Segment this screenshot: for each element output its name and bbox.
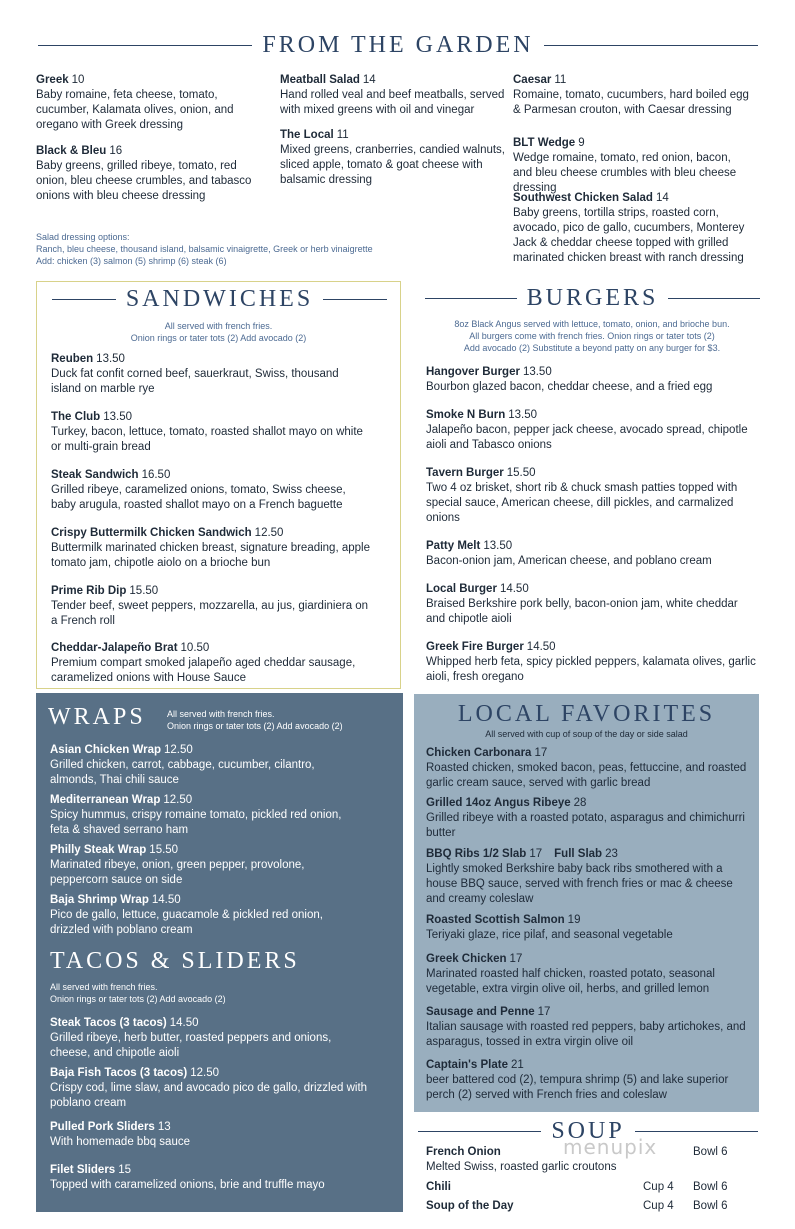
- item-name: Southwest Chicken Salad: [513, 192, 653, 204]
- item-name: Reuben: [51, 353, 94, 365]
- sandwiches-title: SANDWICHES: [125, 286, 314, 312]
- menu-item: [426, 539, 756, 569]
- menu-item: [513, 136, 753, 196]
- item-desc: With homemade bbq sauce: [50, 1136, 190, 1148]
- item-price: 15.50: [149, 844, 179, 856]
- menu-item: [36, 144, 271, 204]
- dressing-note-line: Add: chicken (3) salmon (5) shrimp (6) steak (6): [36, 256, 227, 266]
- item-desc: Teriyaki glaze, rice pilaf, and seasonal vegetable: [426, 929, 673, 941]
- item-price: 28: [573, 797, 587, 809]
- item-name: Greek: [36, 74, 69, 86]
- item-desc: Crispy cod, lime slaw, and avocado pico de gallo, drizzled with poblano cream: [50, 1082, 368, 1109]
- burgers-heading: [425, 285, 760, 312]
- burgers-title: BURGERS: [526, 285, 659, 311]
- menu-item: [513, 73, 753, 118]
- item-desc: Wedge romaine, tomato, red onion, bacon, and bleu cheese crumbles with bleu cheese dressing: [513, 152, 737, 194]
- note-line: Add avocado (2) Substitute a beyond patty on any burger for $3.: [463, 343, 721, 353]
- item-desc: Baby greens, grilled ribeye, tomato, red onion, bleu cheese crumbles, and tabasco onions with bleu cheese dressing: [36, 160, 252, 202]
- menu-item: [426, 365, 756, 395]
- item-desc: Baby romaine, feta cheese, tomato, cucumber, Kalamata olives, onion, and oregano with Greek dressing: [36, 89, 234, 131]
- item-name: Filet Sliders: [50, 1164, 116, 1176]
- item-desc: Baby greens, tortilla strips, roasted corn, avocado, pico de gallo, cucumbers, Monterey Jack & cheddar cheese topped with grilled marinated chicken breast with ranch dressing: [513, 207, 745, 264]
- watermark-logo: menupix: [563, 1135, 658, 1159]
- soup-cup: Cup 4: [643, 1200, 674, 1212]
- menu-item: [51, 584, 371, 629]
- tacos-title: TACOS & SLIDERS: [50, 948, 300, 974]
- menu-item: [426, 796, 751, 841]
- burgers-note: [418, 318, 766, 354]
- menu-item: [50, 743, 360, 788]
- sandwiches-note: [46, 320, 391, 344]
- note-line: Onion rings or tater tots (2) Add avocado (2): [167, 721, 343, 731]
- item-desc: Braised Berkshire pork belly, bacon-onion jam, white cheddar and chipotle aioli: [426, 598, 738, 625]
- garden-title: FROM THE GARDEN: [262, 32, 534, 58]
- item-desc: Mixed greens, cranberries, candied walnuts, sliced apple, tomato & goat cheese with balsamic dressing: [280, 144, 506, 186]
- item-desc: Spicy hummus, crispy romaine tomato, pickled red onion, feta & shaved serrano ham: [50, 809, 342, 836]
- menu-item: [513, 191, 753, 266]
- item-price: 11: [336, 129, 349, 141]
- menu-item: [426, 582, 756, 627]
- item-name: BLT Wedge: [513, 137, 576, 149]
- item-price: 19: [567, 914, 581, 926]
- item-price-secondary: 23: [605, 848, 618, 860]
- soup-row: [426, 1180, 746, 1195]
- item-desc: Marinated ribeye, onion, green pepper, provolone, peppercorn sauce on side: [50, 859, 305, 886]
- menu-item: [36, 73, 271, 133]
- item-name: Baja Fish Tacos (3 tacos): [50, 1067, 188, 1079]
- item-desc: Two 4 oz brisket, short rib & chuck smash patties topped with special sauce, American cheese, dill pickles, and carmalized onions: [426, 482, 738, 524]
- menu-item: [426, 1005, 751, 1050]
- item-desc: Hand rolled veal and beef meatballs, served with mixed greens with oil and vinegar: [280, 89, 505, 116]
- menu-item: [51, 352, 371, 397]
- item-price: 13.50: [522, 366, 552, 378]
- note-line: All served with french fries.: [50, 982, 158, 992]
- item-price: 15: [118, 1164, 131, 1176]
- item-desc: Whipped herb feta, spicy pickled peppers, kalamata olives, garlic aioli, fresh oregano: [426, 656, 756, 683]
- item-name: Asian Chicken Wrap: [50, 744, 161, 756]
- item-name: Mediterranean Wrap: [50, 794, 161, 806]
- item-price: 10.50: [180, 642, 210, 654]
- heading-rule: [323, 299, 387, 300]
- item-desc: Premium compart smoked jalapeño aged cheddar sausage, caramelized onions with House Sauce: [51, 657, 356, 684]
- item-price: 13.50: [483, 540, 513, 552]
- local-title: LOCAL FAVORITES: [457, 701, 716, 727]
- item-price: 15.50: [129, 585, 159, 597]
- item-desc: Grilled chicken, carrot, cabbage, cucumber, cilantro, almonds, Thai chili sauce: [50, 759, 315, 786]
- item-price: 14.50: [499, 583, 529, 595]
- menu-item: [51, 641, 371, 686]
- local-favorites-panel: [414, 694, 759, 1112]
- soup-bowl: Bowl 6: [693, 1146, 728, 1158]
- note-line: All served with french fries.: [167, 709, 275, 719]
- menu-item: [426, 913, 751, 943]
- menu-item: [51, 468, 371, 513]
- soup-title: SOUP: [551, 1118, 625, 1144]
- menu-item: [50, 793, 360, 838]
- item-desc: Lightly smoked Berkshire baby back ribs smothered with a house BBQ sauce, served with french fries or mac & cheese and creamy coleslaw: [426, 863, 733, 905]
- item-name: Cheddar-Jalapeño Brat: [51, 642, 178, 654]
- item-price: 17: [529, 848, 543, 860]
- item-price: 21: [510, 1059, 524, 1071]
- heading-rule: [668, 298, 760, 299]
- item-price: 12.50: [164, 744, 193, 756]
- menu-item: [51, 526, 371, 571]
- item-name: Captain's Plate: [426, 1059, 508, 1071]
- item-name: Prime Rib Dip: [51, 585, 127, 597]
- soup-name: Chili: [426, 1181, 451, 1193]
- menu-item: [426, 847, 751, 907]
- item-desc: Bourbon glazed bacon, cheddar cheese, and a fried egg: [426, 381, 713, 393]
- item-desc: Romaine, tomato, cucumbers, hard boiled egg & Parmesan crouton, with Caesar dressing: [513, 89, 749, 116]
- menu-item: [280, 73, 505, 118]
- menu-item: [426, 746, 751, 791]
- wraps-note: [167, 708, 397, 732]
- item-name: Chicken Carbonara: [426, 747, 532, 759]
- item-desc: Grilled ribeye, herb butter, roasted peppers and onions, cheese, and chipotle aioli: [50, 1032, 332, 1059]
- item-desc: Tender beef, sweet peppers, mozzarella, au jus, giardiniera on a French roll: [51, 600, 369, 627]
- item-name: Black & Bleu: [36, 145, 107, 157]
- item-price: 17: [537, 1006, 551, 1018]
- dressing-note-line: Ranch, bleu cheese, thousand island, balsamic vinaigrette, Greek or herb vinaigrette: [36, 244, 373, 254]
- item-price: 14.50: [151, 894, 181, 906]
- menu-item: [426, 640, 756, 685]
- item-desc: Duck fat confit corned beef, sauerkraut, Swiss, thousand island on marble rye: [51, 368, 339, 395]
- wraps-title: WRAPS: [48, 704, 146, 730]
- item-price: 12.50: [254, 527, 284, 539]
- menu-item: [280, 128, 505, 188]
- item-name: Roasted Scottish Salmon: [426, 914, 565, 926]
- item-name: Caesar: [513, 74, 552, 86]
- soup-name: French Onion: [426, 1146, 501, 1158]
- soup-bowl: Bowl 6: [693, 1200, 728, 1212]
- item-desc: Grilled ribeye with a roasted potato, asparagus and chimichurri butter: [426, 812, 745, 839]
- menu-item: [50, 1120, 370, 1150]
- item-name: Philly Steak Wrap: [50, 844, 147, 856]
- item-price: 17: [509, 953, 523, 965]
- heading-rule: [635, 1131, 758, 1132]
- soup-bowl: Bowl 6: [693, 1181, 728, 1193]
- item-name: Hangover Burger: [426, 366, 520, 378]
- item-name: Pulled Pork Sliders: [50, 1121, 155, 1133]
- dressing-note-line: Salad dressing options:: [36, 232, 130, 242]
- note-line: All burgers come with french fries. Onion rings or tater tots (2): [469, 331, 715, 341]
- item-price: 14.50: [169, 1017, 199, 1029]
- menu-item: [426, 1058, 751, 1103]
- item-desc: Pico de gallo, lettuce, guacamole & pickled red onion, drizzled with poblano cream: [50, 909, 323, 936]
- soup-row: [426, 1199, 746, 1214]
- item-price: 11: [554, 74, 567, 86]
- item-price: 9: [578, 137, 585, 149]
- item-price: 15.50: [506, 467, 536, 479]
- item-price: 13.50: [103, 411, 132, 423]
- item-name: BBQ Ribs 1/2 Slab: [426, 848, 527, 860]
- item-desc: Marinated roasted half chicken, roasted potato, seasonal vegetable, extra virgin olive oil, herbs, and grilled lemon: [426, 968, 715, 995]
- item-name: Steak Sandwich: [51, 469, 139, 481]
- item-price: 10: [71, 74, 85, 86]
- soup-name: Soup of the Day: [426, 1200, 514, 1212]
- item-price: 17: [534, 747, 548, 759]
- menu-item: [426, 408, 756, 453]
- garden-heading: [38, 32, 758, 59]
- item-name: Tavern Burger: [426, 467, 504, 479]
- item-desc: Grilled ribeye, caramelized onions, tomato, Swiss cheese, baby arugula, roasted shallot mayo on a French baguette: [51, 484, 346, 511]
- note-line: 8oz Black Angus served with lettuce, tomato, onion, and brioche bun.: [454, 319, 730, 329]
- item-name: Baja Shrimp Wrap: [50, 894, 149, 906]
- item-desc: Turkey, bacon, lettuce, tomato, roasted shallot mayo on white or multi-grain bread: [51, 426, 363, 453]
- heading-rule: [544, 45, 758, 46]
- item-price: 14: [655, 192, 669, 204]
- menu-item: [50, 1016, 370, 1061]
- heading-rule: [38, 45, 252, 46]
- item-name: Crispy Buttermilk Chicken Sandwich: [51, 527, 252, 539]
- wraps-tacos-panel: [36, 693, 403, 1212]
- note-line: Onion rings or tater tots (2) Add avocado (2): [50, 994, 226, 1004]
- item-price: 14.50: [526, 641, 556, 653]
- item-name-secondary: Full Slab: [554, 848, 603, 860]
- item-name: The Local: [280, 129, 334, 141]
- menu-item: [426, 466, 756, 526]
- note-line: All served with french fries.: [164, 321, 273, 331]
- item-price: 16.50: [141, 469, 171, 481]
- menu-item: [50, 893, 360, 938]
- menu-item: [50, 1066, 370, 1111]
- menu-item: [50, 843, 360, 888]
- item-name: Meatball Salad: [280, 74, 360, 86]
- item-price: 13: [157, 1121, 171, 1133]
- item-price: 14: [362, 74, 376, 86]
- item-price: 12.50: [190, 1067, 219, 1079]
- item-name: Greek Chicken: [426, 953, 507, 965]
- item-name: Steak Tacos (3 tacos): [50, 1017, 167, 1029]
- sandwiches-heading: [52, 286, 387, 313]
- item-name: Sausage and Penne: [426, 1006, 535, 1018]
- item-desc: Topped with caramelized onions, brie and truffle mayo: [50, 1179, 325, 1191]
- soup-cup: Cup 4: [643, 1181, 674, 1193]
- menu-item: [426, 952, 751, 997]
- heading-rule: [418, 1131, 541, 1132]
- heading-rule: [52, 299, 116, 300]
- item-name: Greek Fire Burger: [426, 641, 524, 653]
- soup-row: [426, 1145, 746, 1175]
- soup-desc: Melted Swiss, roasted garlic croutons: [426, 1161, 617, 1173]
- dressing-note: [36, 231, 456, 267]
- item-name: The Club: [51, 411, 101, 423]
- note-line: Onion rings or tater tots (2) Add avocado (2): [130, 333, 307, 343]
- item-desc: Bacon-onion jam, American cheese, and poblano cream: [426, 555, 712, 567]
- local-note: All served with cup of soup of the day or side salad: [485, 729, 688, 739]
- tacos-note: [50, 981, 350, 1005]
- item-price: 13.50: [96, 353, 125, 365]
- item-desc: Roasted chicken, smoked bacon, peas, fettuccine, and roasted garlic cream sauce, served with garlic bread: [426, 762, 747, 789]
- item-name: Local Burger: [426, 583, 497, 595]
- item-price: 13.50: [508, 409, 538, 421]
- item-name: Smoke N Burn: [426, 409, 506, 421]
- item-desc: Italian sausage with roasted red peppers, baby artichokes, and asparagus, tossed in extra virgin olive oil: [426, 1021, 746, 1048]
- menu-item: [50, 1163, 370, 1193]
- item-desc: Jalapeño bacon, pepper jack cheese, avocado spread, chipotle aioli and Tabasco onions: [426, 424, 748, 451]
- item-price: 12.50: [163, 794, 193, 806]
- item-price: 16: [109, 145, 123, 157]
- item-name: Patty Melt: [426, 540, 481, 552]
- item-desc: Buttermilk marinated chicken breast, signature breading, apple tomato jam, chipotle aiolo on a brioche bun: [51, 542, 370, 569]
- heading-rule: [425, 298, 517, 299]
- item-name: Grilled 14oz Angus Ribeye: [426, 797, 571, 809]
- item-desc: beer battered cod (2), tempura shrimp (5) and lake superior perch (2) served with French fries and coleslaw: [426, 1074, 729, 1101]
- menu-item: [51, 410, 371, 455]
